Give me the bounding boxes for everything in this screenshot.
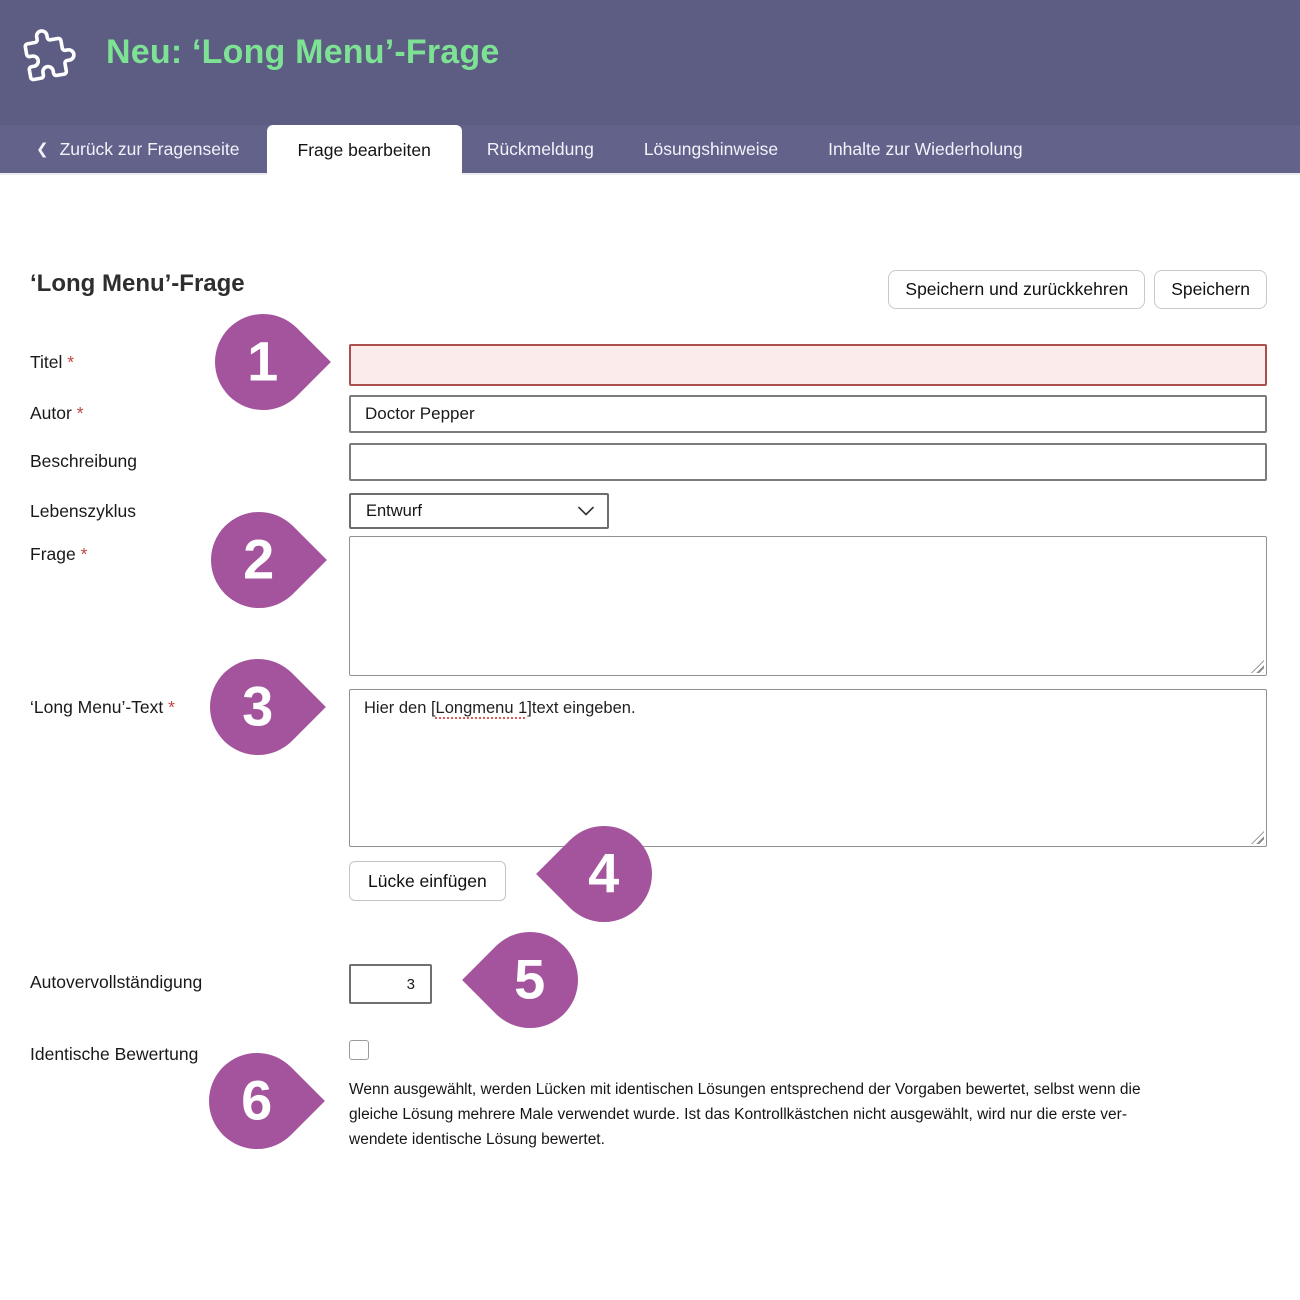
puzzle-icon <box>13 15 87 89</box>
annotation-marker-3: 3 <box>190 639 326 775</box>
longmenu-text-misspelled: Longmenu 1 <box>435 699 528 717</box>
autovervollstaendigung-label: Autovervollständigung <box>30 972 203 992</box>
tab-frage-bearbeiten[interactable] <box>267 125 462 175</box>
annotation-marker-6: 6 <box>189 1033 325 1169</box>
back-link[interactable] <box>0 125 267 173</box>
lebenszyklus-select[interactable] <box>349 493 609 529</box>
lebenszyklus-label: Lebenszyklus <box>30 501 137 521</box>
main-content <box>0 270 1300 1152</box>
tab-inhalte-wiederholung[interactable] <box>803 125 1048 173</box>
longmenu-text-suffix: ]text eingeben. <box>527 699 636 717</box>
chevron-down-icon <box>578 506 594 516</box>
tab-label: Frage bearbeiten <box>297 139 431 160</box>
annotation-marker-1: 1 <box>195 294 331 430</box>
tab-label: Lösungshinweise <box>643 138 779 159</box>
tab-label: Rückmeldung <box>486 138 594 159</box>
tab-loesungshinweise[interactable] <box>619 125 803 173</box>
back-link-label: Zurück zur Fragenseite <box>59 138 240 159</box>
longmenu-textarea[interactable] <box>349 689 1267 847</box>
frage-label: Frage * <box>30 544 88 564</box>
app-header <box>0 0 1300 125</box>
tab-bar <box>0 125 1300 175</box>
longmenu-text-label: ‘Long Menu’-Text * <box>30 697 175 717</box>
resize-grip-icon[interactable] <box>1251 660 1264 673</box>
required-asterisk: * <box>76 403 84 423</box>
identische-bewertung-label: Identische Bewertung <box>30 1044 199 1064</box>
select-value: Entwurf <box>366 501 422 520</box>
required-asterisk: * <box>67 352 75 372</box>
required-asterisk: * <box>80 544 88 564</box>
beschreibung-label: Beschreibung <box>30 451 138 471</box>
identische-bewertung-checkbox[interactable] <box>349 1040 369 1060</box>
save-and-return-button[interactable]: Speichern und zurückkehren <box>888 270 1145 309</box>
tab-rueckmeldung[interactable] <box>462 125 619 173</box>
longmenu-text-prefix: Hier den [ <box>364 699 436 717</box>
save-button[interactable]: Speichern <box>1154 270 1267 309</box>
save-button-group <box>888 270 1267 309</box>
titel-input[interactable] <box>349 344 1267 386</box>
chevron-left-icon: ❮ <box>36 141 49 158</box>
page-title: ‘Long Menu’-Frage <box>30 270 245 297</box>
frage-textarea[interactable] <box>349 536 1267 676</box>
beschreibung-input[interactable] <box>349 443 1267 481</box>
annotation-marker-4: 4 <box>536 806 672 942</box>
question-form <box>30 344 1267 1152</box>
luecke-einfuegen-button[interactable]: Lücke einfügen <box>349 861 506 901</box>
annotation-marker-5: 5 <box>462 912 598 1048</box>
app-title: Neu: ‘Long Menu’-Frage <box>106 33 500 71</box>
tab-label: Inhalte zur Wiederholung <box>828 138 1023 159</box>
autor-input[interactable] <box>349 395 1267 433</box>
resize-grip-icon[interactable] <box>1251 831 1264 844</box>
identische-bewertung-description: Wenn ausgewählt, werden Lücken mit identischen Lösungen entsprechend der Vorgaben bewertet, selbst wenn die gleiche Lösung mehrere Male verwendet wurde. Ist das Kontrollkästchen nicht ausgewählt, wird nur die erste ver- wendete identische Lösung bewertet. <box>349 1081 1141 1148</box>
autor-label: Autor * <box>30 403 84 423</box>
annotation-marker-2: 2 <box>191 492 327 628</box>
titel-label: Titel * <box>30 352 75 372</box>
required-asterisk: * <box>168 697 175 717</box>
autovervollstaendigung-input[interactable] <box>349 964 432 1004</box>
